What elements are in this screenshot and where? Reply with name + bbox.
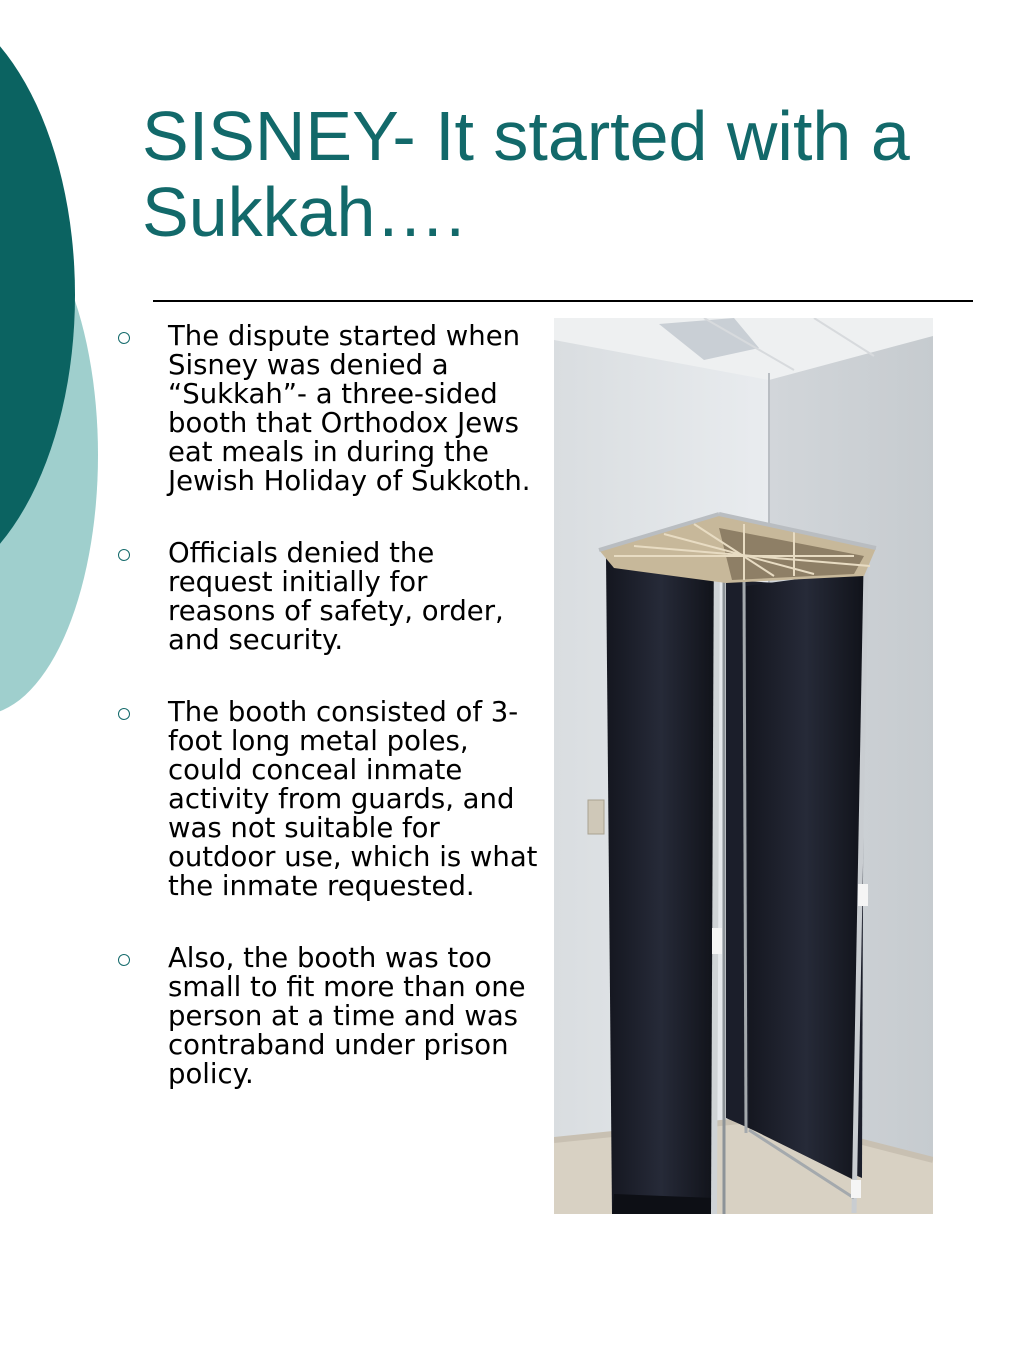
sukkah-booth-photo <box>554 318 933 1214</box>
title-divider <box>153 300 973 302</box>
slide-title: SISNEY- It started with a Sukkah…. <box>142 97 910 251</box>
circle-bullet-icon <box>118 332 130 344</box>
bullet-list <box>118 322 538 1132</box>
bullet-item <box>118 698 538 901</box>
bullet-text: The dispute started when Sisney was denied a “Sukkah”- a three-sided booth that Orthodox Jews eat meals in during the Jewish Holiday of Sukkoth. <box>168 320 531 497</box>
bullet-text: Officials denied the request initially for reasons of safety, order, and security. <box>168 537 504 656</box>
circle-bullet-icon <box>118 954 130 966</box>
decorative-side-shapes <box>0 0 110 720</box>
circle-bullet-icon <box>118 708 130 720</box>
bullet-text: Also, the booth was too small to fit more than one person at a time and was contraband under prison policy. <box>168 942 526 1090</box>
bullet-text: The booth consisted of 3-foot long metal poles, could conceal inmate activity from guards, and was not suitable for outdoor use, which is what the inmate requested. <box>168 696 538 902</box>
bullet-item <box>118 322 538 496</box>
circle-bullet-icon <box>118 549 130 561</box>
bullet-item <box>118 944 538 1089</box>
bullet-item <box>118 539 538 655</box>
